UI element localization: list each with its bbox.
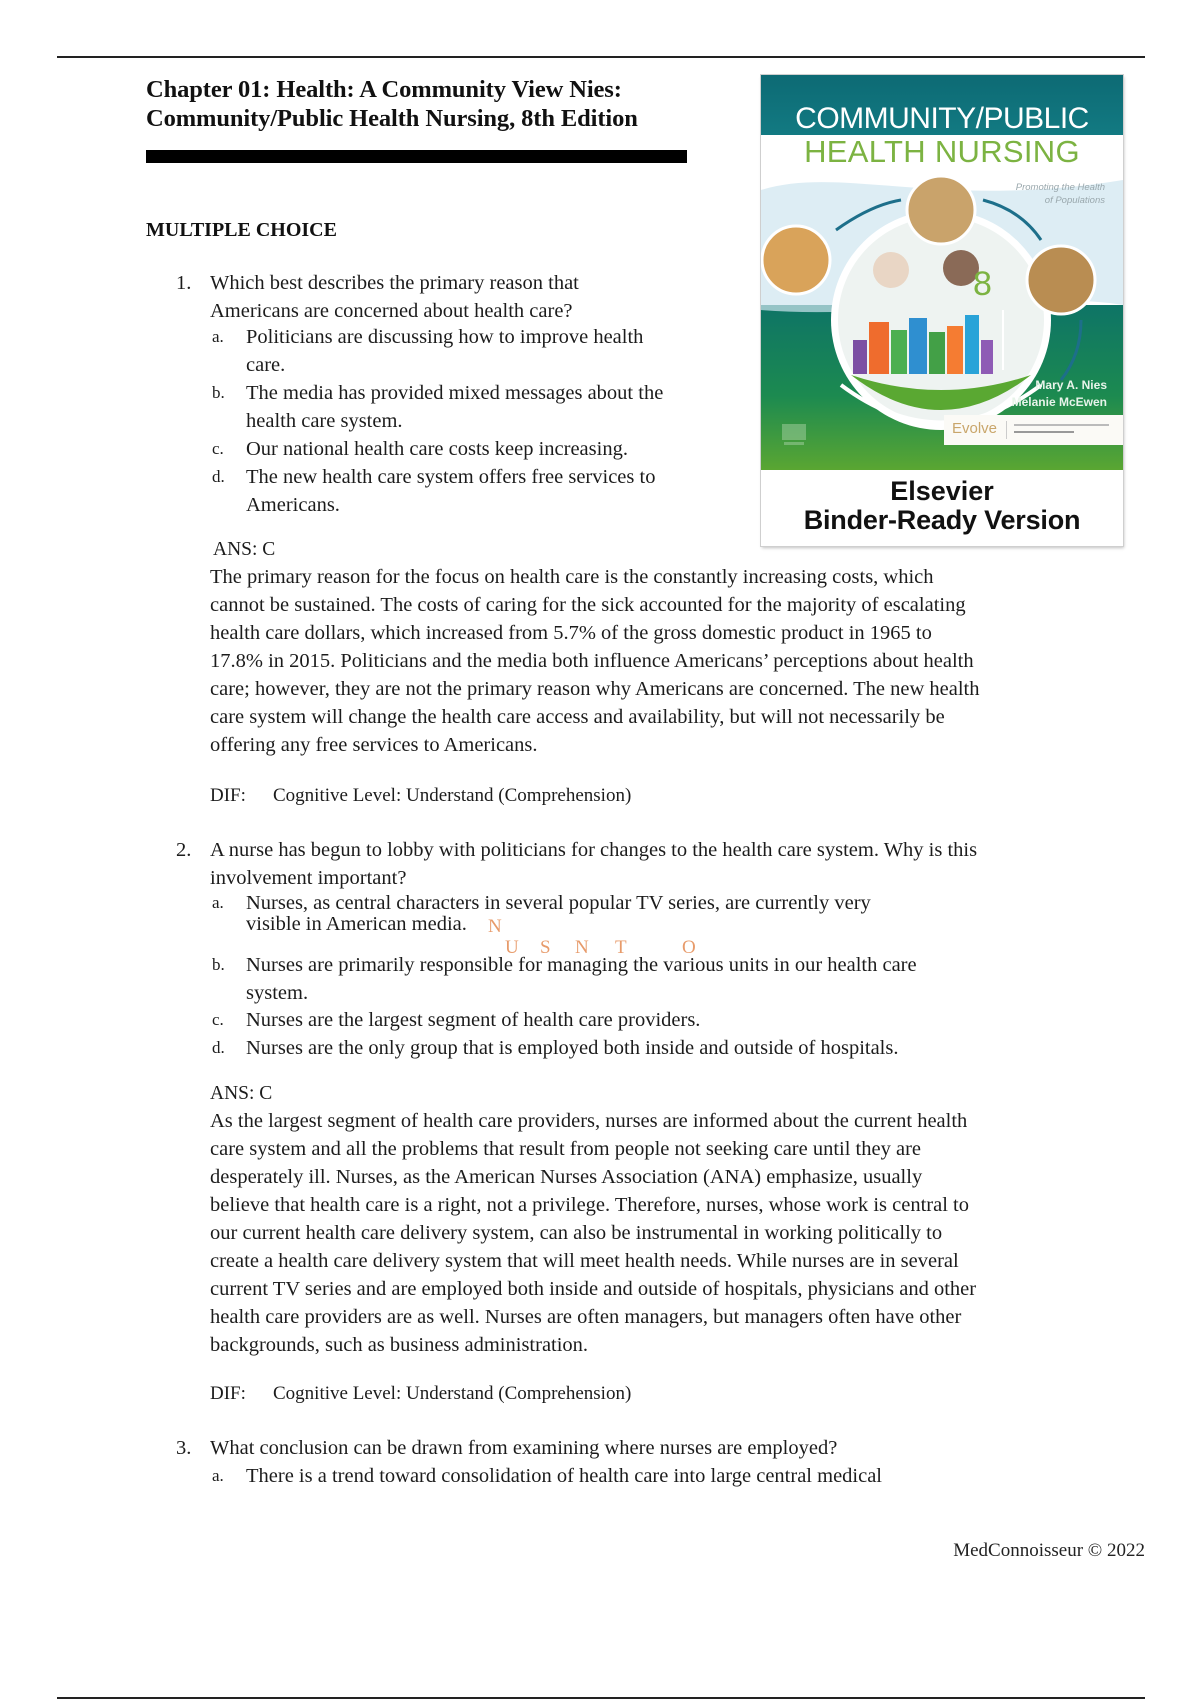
- question-stem-line: A nurse has begun to lobby with politicians for changes to the health care system. Why is this: [210, 839, 978, 861]
- cover-subtitle-line-1: Promoting the Health: [1015, 182, 1105, 193]
- photo-circle-top: [907, 176, 975, 244]
- watermark-letter: T: [615, 937, 627, 958]
- rationale-line: health care dollars, which increased from 5.7% of the gross domestic product in 1965 to: [210, 622, 932, 644]
- difficulty-value: Cognitive Level: Understand (Comprehension): [273, 1383, 632, 1404]
- rationale-line: As the largest segment of health care providers, nurses are informed about the current health: [210, 1110, 968, 1132]
- option-c-text: Our national health care costs keep increasing.: [246, 438, 628, 460]
- option-d-text: Nurses are the only group that is employed both inside and outside of hospitals.: [246, 1037, 899, 1059]
- rationale-line: offering any free services to Americans.: [210, 734, 538, 756]
- option-b-text: Nurses are primarily responsible for managing the various units in our health care: [246, 954, 917, 976]
- cover-title-line-2: HEALTH NURSING: [804, 134, 1080, 169]
- question-stem-line: Americans are concerned about health care?: [210, 300, 573, 322]
- rationale-line: cannot be sustained. The costs of caring for the sick accounted for the majority of escalating: [210, 594, 966, 616]
- evolve-badge: [944, 415, 1123, 445]
- rationale-line: 17.8% in 2015. Politicians and the media both influence Americans’ perceptions about health: [210, 650, 974, 672]
- question-stem-line: Which best describes the primary reason that: [210, 272, 579, 294]
- option-letter: a.: [212, 893, 224, 912]
- cover-author-2: Melanie McEwen: [1011, 395, 1107, 409]
- cover-author-1: Mary A. Nies: [1035, 378, 1107, 392]
- title-line-1: Chapter 01: Health: A Community View Nies:: [146, 76, 622, 103]
- section-heading: MULTIPLE CHOICE: [146, 219, 337, 241]
- watermark-letter: O: [682, 937, 696, 958]
- option-c-text: Nurses are the largest segment of health care providers.: [246, 1009, 701, 1031]
- cover-subtitle-line-2: of Populations: [1044, 195, 1105, 206]
- option-letter: b.: [212, 955, 225, 974]
- evolve-separator: [1006, 421, 1007, 439]
- title-divider-bar: [146, 150, 687, 163]
- rationale-line: desperately ill. Nurses, as the American Nurses Association (ANA) emphasize, usually: [210, 1166, 923, 1188]
- watermark-letter: U: [505, 937, 519, 958]
- rationale-line: create a health care delivery system that will meet health needs. While nurses are in several: [210, 1250, 959, 1272]
- photo-circle-left: [762, 226, 830, 294]
- photo-circle-right: [1027, 246, 1095, 314]
- option-letter: a.: [212, 327, 224, 346]
- rationale-line: our current health care delivery system, can also be instrumental in working politically to: [210, 1222, 943, 1244]
- cover-title-line-1: COMMUNITY/PUBLIC: [795, 102, 1089, 135]
- page-title: [146, 75, 638, 133]
- rationale-line: care system and all the problems that result from people not seeking care until they are: [210, 1138, 921, 1160]
- rationale-line: health care providers are as well. Nurses are often managers, but managers often have other: [210, 1306, 962, 1328]
- answer-key: ANS: C: [213, 539, 276, 560]
- difficulty-label: DIF:: [210, 785, 246, 806]
- watermark-letter: S: [540, 937, 551, 958]
- cover-subtitle: [1016, 181, 1105, 207]
- person-elder-icon: [873, 252, 909, 288]
- evolve-fine-print: [1014, 424, 1109, 426]
- option-letter: b.: [212, 383, 225, 402]
- cover-authors: [1012, 377, 1107, 411]
- option-d-text: Americans.: [246, 494, 340, 516]
- option-letter: d.: [212, 1038, 225, 1057]
- question-stem-line: involvement important?: [210, 867, 407, 889]
- option-letter: a.: [212, 1466, 224, 1485]
- option-letter: c.: [212, 439, 224, 458]
- evolve-label: Evolve: [952, 420, 998, 437]
- rationale-line: care; however, they are not the primary reason why Americans are concerned. The new health: [210, 678, 980, 700]
- option-letter: c.: [212, 1010, 224, 1029]
- option-b-text: system.: [246, 982, 309, 1004]
- answer-key: ANS: C: [210, 1083, 273, 1104]
- rationale: [210, 563, 1130, 759]
- cycle-arrow-icon: [1061, 320, 1081, 380]
- title-line-2: Community/Public Health Nursing, 8th Edition: [146, 105, 638, 132]
- top-rule: [57, 56, 1145, 58]
- option-a-text: Nurses, as central characters in several popular TV series, are currently very: [246, 892, 871, 914]
- book-cover-image: [761, 75, 1123, 546]
- option-letter: d.: [212, 467, 225, 486]
- cover-caption: [761, 470, 1123, 546]
- option-b-text: The media has provided mixed messages about the: [246, 382, 664, 404]
- evolve-fine-print: [1014, 431, 1074, 433]
- difficulty-value: Cognitive Level: Understand (Comprehension): [273, 785, 632, 806]
- option-d-text: The new health care system offers free services to: [246, 466, 656, 488]
- option-a-text: Politicians are discussing how to improve health: [246, 326, 644, 348]
- watermark-letter: N: [575, 937, 589, 958]
- edition-number: 8: [973, 265, 992, 303]
- watermark-letter: N: [488, 916, 502, 937]
- question-number: 3.: [176, 1437, 192, 1459]
- option-a-text: care.: [246, 354, 286, 376]
- option-a-text: There is a trend toward consolidation of health care into large central medical: [246, 1465, 883, 1487]
- question-stem-line: What conclusion can be drawn from examining where nurses are employed?: [210, 1437, 838, 1459]
- rationale-line: The primary reason for the focus on health care is the constantly increasing costs, which: [210, 566, 934, 588]
- option-b-text: health care system.: [246, 410, 403, 432]
- rationale-line: believe that health care is a right, not a privilege. Therefore, nurses, whose work is central to: [210, 1194, 969, 1216]
- option-a-text: visible in American media.: [246, 913, 467, 935]
- cover-caption-line-1: Elsevier: [890, 476, 994, 506]
- bottom-rule: [57, 1697, 1145, 1699]
- rationale-line: current TV series and are employed both inside and outside of hospitals, physicians and other: [210, 1278, 977, 1300]
- page-footer: MedConnoisseur © 2022: [953, 1540, 1145, 1561]
- difficulty-label: DIF:: [210, 1383, 246, 1404]
- cover-caption-line-2: Binder-Ready Version: [803, 505, 1081, 535]
- rationale: [210, 1107, 1130, 1359]
- rationale-line: care system will change the health care access and availability, but will not necessarily be: [210, 706, 945, 728]
- elsevier-tree-logo-icon: [781, 423, 807, 447]
- rationale-line: backgrounds, such as business administration.: [210, 1334, 589, 1356]
- question-number: 1.: [176, 272, 192, 294]
- question-number: 2.: [176, 839, 192, 861]
